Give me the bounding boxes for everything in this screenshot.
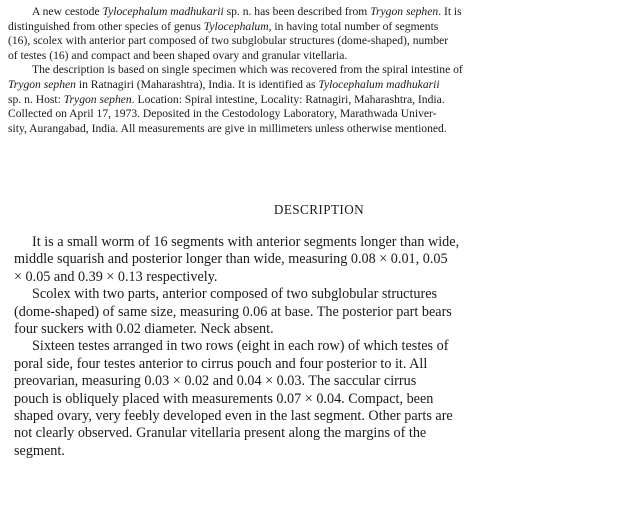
description-paragraph — [14, 338, 620, 460]
abstract-line: A new cestode Tylocephalum madhukarii sp. n. has been described from Trygon sephen. It is — [32, 5, 462, 18]
abstract-paragraph — [8, 63, 616, 136]
description-line: Scolex with two parts, anterior composed of two subglobular structures — [32, 286, 438, 303]
abstract-line: distinguished from other species of genus Tylocephalum, in having total number of segments — [8, 19, 439, 33]
description-paragraph — [14, 286, 620, 338]
abstract-line: Trygon sephen in Ratnagiri (Maharashtra), India. It is identified as Tylocephalum madhukarii — [8, 77, 440, 91]
description-body — [14, 234, 620, 460]
description-line: shaped ovary, very feebly developed even in the last segment. Other parts are — [14, 408, 453, 425]
description-line: (dome-shaped) of same size, measuring 0.06 at base. The posterior part bears — [14, 303, 452, 320]
taxon-name: Tylocephalum madhukarii — [102, 5, 224, 18]
description-line: middle squarish and posterior longer than wide, measuring 0.08 × 0.01, 0.05 — [14, 251, 448, 268]
taxon-name: Trygon sephen — [63, 92, 132, 106]
description-line: Sixteen testes arranged in two rows (eight in each row) of which testes of — [32, 338, 449, 355]
abstract-line: sp. n. Host: Trygon sephen. Location: Spiral intestine, Locality: Ratnagiri, Maharashtra, India. — [8, 92, 445, 106]
description-line: segment. — [14, 442, 65, 459]
description-line: poral side, four testes anterior to cirrus pouch and four posterior to it. All — [14, 355, 428, 372]
section-heading: DESCRIPTION — [273, 202, 365, 217]
abstract-line: Collected on April 17, 1973. Deposited in the Cestodology Laboratory, Marathwada Univer- — [8, 107, 437, 121]
abstract-line: of testes (16) and compact and been shaped ovary and granular vitellaria. — [8, 48, 348, 62]
taxon-name: Trygon sephen — [370, 5, 439, 18]
abstract-line: (16), scolex with anterior part composed of two subglobular structures (dome-shaped), number — [8, 34, 449, 48]
abstract-paragraph — [8, 5, 616, 63]
taxon-name: Tylocephalum madhukarii — [318, 77, 440, 91]
description-paragraph — [14, 234, 620, 286]
abstract-line: The description is based on single specimen which was recovered from the spiral intestine of — [32, 63, 463, 77]
description-line: preovarian, measuring 0.03 × 0.02 and 0.04 × 0.03. The saccular cirrus — [14, 373, 417, 390]
description-line: not clearly observed. Granular vitellaria present along the margins of the — [14, 425, 427, 442]
description-line: It is a small worm of 16 segments with anterior segments longer than wide, — [32, 234, 460, 250]
description-line: pouch is obliquely placed with measurements 0.07 × 0.04. Compact, been — [14, 390, 434, 407]
abstract-line: sity, Aurangabad, India. All measurements are give in millimeters unless otherwise mentioned. — [8, 121, 447, 135]
description-line: four suckers with 0.02 diameter. Neck absent. — [14, 321, 274, 338]
taxon-name: Tylocephalum — [203, 19, 269, 33]
taxon-name: Trygon sephen — [8, 77, 76, 91]
description-line: × 0.05 and 0.39 × 0.13 respectively. — [14, 268, 218, 285]
abstract-block — [8, 5, 616, 136]
